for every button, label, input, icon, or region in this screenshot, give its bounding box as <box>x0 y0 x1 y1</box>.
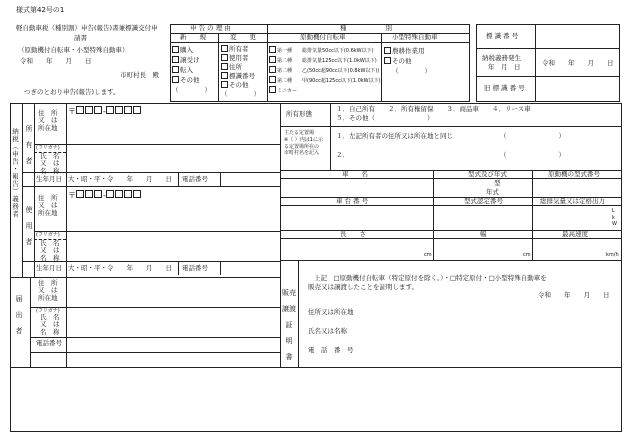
cert-text-2: 販売又は譲渡したことを証明します。 <box>308 283 418 291</box>
checkbox-icon <box>269 56 276 63</box>
old-sign-label: 旧 標 識 番 号 <box>484 84 525 92</box>
storage-option-2-paren: （ ） <box>500 151 565 159</box>
ownership-options[interactable]: １．自己所有 ２．所有権留保 ３．商品車 ４．リース車 <box>336 105 531 113</box>
checkbox-icon <box>172 76 179 83</box>
declaration-text: つぎのとおり申告(報告)します。 <box>24 88 120 96</box>
moped-type-list <box>269 46 383 96</box>
moped-type-1[interactable]: 第一種 総排気量50cc以下(0.6kW以下) <box>269 46 383 56</box>
owner-furigana-label: (フリガナ) <box>36 145 60 151</box>
moped-type-2[interactable]: 第二種 総排気量125cc以下(1.0kW以下) <box>269 56 383 66</box>
cert-label-transfer: 譲渡 <box>282 305 296 313</box>
user-phone-label: 電話番号 <box>182 264 208 272</box>
notifier-address-label: 住 所 又 は 所在地 <box>38 279 58 302</box>
checkbox-icon <box>172 66 179 73</box>
model-year-label: 型式及び年式 <box>468 170 507 178</box>
storage-option-2[interactable]: ２． <box>336 151 349 159</box>
notifier-name-label: 氏 名 又 は 名 称 <box>40 313 60 336</box>
cert-label-clear: 明 <box>285 337 293 345</box>
checkbox-icon <box>221 72 228 79</box>
checkbox-icon <box>221 81 228 88</box>
cert-date[interactable]: 令和 年 月 日 <box>538 291 610 299</box>
cert-label-doc: 書 <box>285 353 293 361</box>
reason-header: 申 告 の 理 由 <box>190 24 231 32</box>
new-reason-purchase[interactable]: 購入 <box>172 45 211 55</box>
user-name-label: 氏 名 又 は 名 称 <box>40 239 60 262</box>
length-unit: cm <box>424 252 432 258</box>
ownership-other[interactable]: ５．その他（ ） <box>336 114 434 122</box>
cert-phone-label: 電 話 番 号 <box>308 346 354 354</box>
user-address-label: 住 所 又 は 所在地 <box>38 194 58 217</box>
checkbox-icon <box>269 76 276 83</box>
bottom-area <box>10 368 622 432</box>
small-type-list <box>384 46 431 76</box>
user-label: 使 用 者 <box>25 206 33 246</box>
change-header: 変 更 <box>230 33 256 41</box>
postal-mark: 〒 <box>68 191 76 200</box>
owner-address-label: 住 所 又 は 所在地 <box>38 109 58 132</box>
change-reason-other[interactable]: その他 <box>221 81 260 90</box>
notifier-furigana-label: (フリガナ) <box>36 308 60 314</box>
title-block <box>10 22 170 100</box>
length-label: 長 さ <box>340 230 366 238</box>
user-birth-value[interactable]: 大・昭・平・令 年 月 日 <box>68 264 172 272</box>
vehicle-name-label: 車 名 <box>342 170 368 178</box>
notifier-phone-label: 電話番号 <box>36 339 62 347</box>
checkbox-icon <box>221 54 228 61</box>
type-header: 種 別 <box>340 24 392 32</box>
owner-birth-label: 生年月日 <box>36 175 62 183</box>
owner-name-label: 氏 名 又 は 名 称 <box>40 152 60 175</box>
ownership-label: 所有形態 <box>286 110 312 118</box>
cert-vertical-label <box>281 285 297 365</box>
user-furigana-label: (フリガナ) <box>36 232 60 238</box>
owner-phone-label: 電話番号 <box>182 175 208 183</box>
engine-model-label: 原動機の型式番号 <box>548 170 600 178</box>
owner-label: 所 有 者 <box>25 125 33 165</box>
change-reason-sign[interactable]: 標識番号 <box>221 72 260 81</box>
year-mark: 年式 <box>486 188 499 196</box>
new-reason-move-in[interactable]: 転入 <box>172 65 211 75</box>
model-mark: 型 <box>494 179 501 187</box>
moped-type-4[interactable]: 第二種 甲(90cc超125cc以下(1.0kW以下)) <box>269 76 383 86</box>
user-birth-label: 生年月日 <box>36 264 62 272</box>
small-type-agri[interactable]: 農耕作業用 <box>384 46 431 56</box>
form-subtitle: （原動機付自転車・小型特殊自動車） <box>18 46 129 54</box>
width-label: 幅 <box>480 230 487 238</box>
form-title-line1: 軽自動車税（種別割）申告(報告)書兼標識交付申 <box>16 24 158 32</box>
change-reason-user[interactable]: 使用者 <box>221 54 260 63</box>
moped-type-3[interactable]: 第二種 乙(50cc超90cc以下(0.8kW以下)) <box>269 66 383 76</box>
new-reason-list <box>172 45 211 95</box>
tax-date-value: 令和 年 月 日 <box>542 59 614 67</box>
checkbox-icon <box>384 47 391 54</box>
checkbox-icon <box>172 46 179 53</box>
owner-birth-value[interactable]: 大・昭・平・令 年 月 日 <box>68 175 172 183</box>
notifier-label: 届 出 者 <box>15 295 23 335</box>
mayor-address: 市町村長 殿 <box>120 71 159 79</box>
change-reason-owner[interactable]: 所有者 <box>221 45 260 54</box>
storage-option-1[interactable]: １．左記所有者の住所又は所在地と同じ <box>336 132 453 140</box>
checkbox-icon <box>172 56 179 63</box>
displacement-label: 総排気量又は定格出力 <box>540 197 605 205</box>
taxpayer-vertical-label: 納税（申告・報告）義務者 <box>11 128 19 218</box>
form-title-line2: 請書 <box>74 34 87 42</box>
new-reason-other-paren: （ ） <box>172 86 211 94</box>
moped-header: 原動機付自転車 <box>300 33 346 41</box>
change-reason-list <box>221 45 260 99</box>
tax-date-label: 納税義務発生 <box>482 54 521 62</box>
small-type-other[interactable]: その他 <box>384 56 431 66</box>
storage-option-1-paren: （ ） <box>500 132 565 140</box>
user-postal-field[interactable]: 〒 - <box>68 190 142 201</box>
change-reason-other-paren: （ ） <box>221 90 260 98</box>
form-number: 様式第42号の1 <box>16 6 65 14</box>
filing-date: 令和 年 月 日 <box>20 57 92 65</box>
checkbox-icon <box>384 57 391 64</box>
storage-label: 主たる定置場 ※（ ）内は1に示 る定置場所在の 市町村名を記入 <box>284 130 323 157</box>
owner-postal-field[interactable]: 〒 - <box>68 106 142 117</box>
sign-number-label: 標 識 番 号 <box>486 32 519 40</box>
change-reason-address[interactable]: 住所 <box>221 63 260 72</box>
frame-number-label: 車 台 番 号 <box>336 197 369 205</box>
width-unit: cm <box>523 252 531 258</box>
moped-type-minicar[interactable]: ミニカー <box>269 86 383 96</box>
max-speed-label: 最高速度 <box>562 230 588 238</box>
checkbox-icon <box>221 63 228 70</box>
cert-address-label: 住所又は所在地 <box>308 308 354 316</box>
new-reason-other[interactable]: その他 <box>172 75 211 85</box>
cert-label-sale: 販売 <box>282 289 296 297</box>
cert-number-label: 型式認定番号 <box>464 197 503 205</box>
small-type-other-paren: （ ） <box>392 67 431 75</box>
postal-mark: 〒 <box>68 107 76 116</box>
tax-date-label2: 年 月 日 <box>488 63 521 71</box>
displacement-units: L k W <box>612 208 617 227</box>
checkbox-icon <box>269 66 276 73</box>
checkbox-icon <box>221 45 228 52</box>
speed-unit: km/h <box>606 252 619 258</box>
checkbox-icon <box>269 86 276 93</box>
checkbox-icon <box>269 46 276 53</box>
small-special-header: 小型特殊自動車 <box>392 33 438 41</box>
cert-text-1: 上記 □原動機付自転車（特定原付を除く。）・□特定原付・□小型特殊自動車を <box>314 274 547 282</box>
new-header: 新 規 <box>180 33 206 41</box>
cert-label-proof: 証 <box>285 321 293 329</box>
cert-name-label: 氏名又は名称 <box>308 327 347 335</box>
new-reason-transfer[interactable]: 譲受け <box>172 55 211 65</box>
